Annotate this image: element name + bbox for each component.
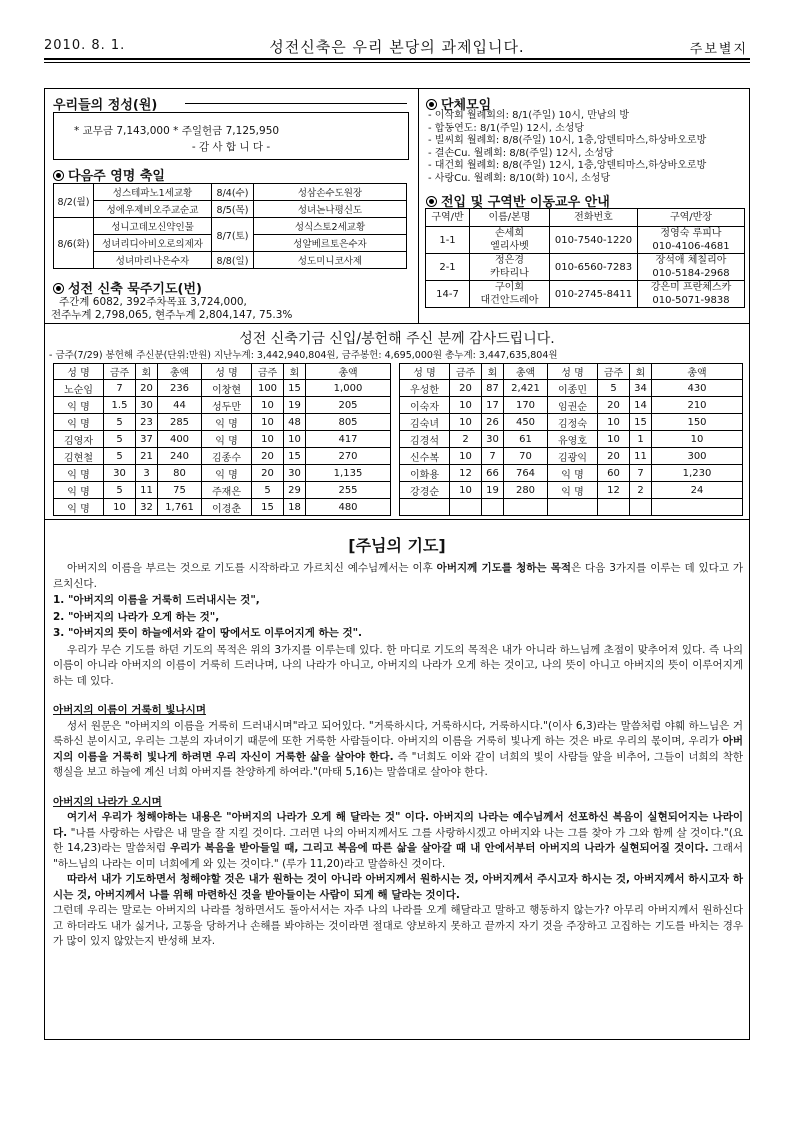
feast-table (53, 183, 407, 269)
page-header (44, 36, 750, 60)
table-row: 성에우제비오주교순교 8/5(목) 성녀논나평신도 (54, 201, 407, 218)
table-row: 익 명 5 11 75 주재은 5 29 255 (54, 482, 391, 499)
groups-title: 단체모임 (426, 94, 491, 113)
table-row: 김경석 2 30 61 유영호 10 1 10 (400, 431, 743, 448)
table-row: 강경순 10 19 280 익 명 12 2 24 (400, 482, 743, 499)
table-header-row: 성 명 금주 회 총액 성 명 금주 회 총액 (400, 364, 743, 380)
prayer-point-2: 2. "아버지의 나라가 오게 하는 것", (53, 610, 220, 623)
rosary-line: 주간계 6082, 392주차목표 3,724,000, (59, 296, 247, 308)
list-item: - 사랑Cu. 월례회: 8/10(화) 10시, 소성당 (428, 172, 611, 184)
fund-summary: - 금주(7/29) 봉헌해 주신분(단위:만원) 지난누계: 3,442,940,804원, 금주봉헌: 4,695,000원 총누계: 3,447,635,804원 (49, 350, 558, 361)
table-row: 김숙녀 10 26 450 김정숙 10 15 150 (400, 414, 743, 431)
circle-bullet-icon (426, 196, 437, 207)
table-row: 8/2(월) 성스테파노1세교황 8/4(수) 성삼손수도원장 (54, 184, 407, 201)
bulletin-tag: 주보별지 (689, 42, 748, 57)
prayer-point-3: 3. "아버지의 뜻이 하늘에서와 같이 땅에서도 이루어지게 하는 것". (53, 627, 363, 639)
table-row: 14-7 구이회 대건안드레아 010-2745-8411 강은미 프란체스카 010-5071-9838 (426, 281, 745, 308)
table-row: 우성한 20 87 2,421 이종민 5 34 430 (400, 380, 743, 397)
circle-bullet-icon (53, 170, 64, 181)
table-row: 1-1 손세희 엘리사벳 010-7540-1220 정영숙 루피나 010-4106-4681 (426, 227, 745, 254)
table-row: 2-1 정은경 카타리나 010-6560-7283 장석애 체칠리아 010-5184-2968 (426, 254, 745, 281)
table-row: 김현철 5 21 240 김종수 20 15 270 (54, 448, 391, 465)
prayer-body (53, 561, 743, 950)
list-item: - 합동연도: 8/1(주일) 12시, 소성당 (428, 122, 585, 134)
list-item: - 빌씨회 월례회: 8/8(주일) 10시, 1층,앙덴티마스,하상바오로방 (428, 135, 707, 146)
prayer-intro: 아버지의 이름을 부르는 것으로 기도를 시작하라고 가르치신 예수님께서는 이후 아버지께 기도를 청하는 목적은 다음 3가지를 이루는 데 있다고 가르치신다. (53, 562, 743, 590)
table-header-row: 성 명 금주 회 총액 성 명 금주 회 총액 (54, 364, 391, 380)
fund-section-divider (45, 519, 749, 520)
rosary-total: 전주누계 2,798,065, 현주누계 2,804,147, 75.3% (51, 309, 293, 321)
table-row: 익 명 10 32 1,761 이경춘 15 18 480 (54, 499, 391, 516)
table-row: 신수복 10 7 70 김광익 20 11 300 (400, 448, 743, 465)
offering-title: 우리들의 정성(원) (53, 98, 158, 113)
table-row: 익 명 5 23 285 익 명 10 48 805 (54, 414, 391, 431)
prayer-paragraph: 여기서 우리가 청해야하는 내용은 "아버지의 나라가 오게 해 달라는 것" 이다. 아버지의 나라는 예수님께서 선포하신 복음이 실현되어지는 나라이다. "나를 사랑하는 사람은 내 말을 잘 지킬 것이다. 그러면 나의 아버지께서도 그를 사랑하시겠고 아버지와 나는 그를 찾아 가 그와 함께 살 것이다."(요한 14,23)라는 말씀처럼 우리가 복음을 받아들일 때, 그리고 복음에 따른 삶을 살아갈 때 내 안에서부터 아버지의 나라가 실현되어질 것이다. 그래서 "하느님의 나라는 이미 너희에게 와 있는 것이다." (루가 11,20)라고 말씀하신 것이다. (53, 811, 743, 870)
table-row (400, 499, 743, 516)
top-section-divider (45, 323, 749, 324)
groups-list (428, 110, 706, 185)
offering-box (53, 112, 409, 160)
offering-line: * 교무금 7,143,000 * 주일헌금 7,125,950 (74, 125, 280, 137)
page-title: 성전신축은 우리 본당의 과제입니다. (269, 38, 525, 56)
prayer-paragraph: 우리가 무슨 기도를 하던 기도의 목적은 위의 3가지를 이루는데 있다. 한 마디로 기도의 목적은 내가 아니라 하느님께 초점이 맞추어져 있다. 즉 나의 이름이 아니라 아버지의 이름이 거룩히 드러나며, 나의 나라가 아니고, 아버지의 나라가 오게 하는 것이고, 나의 뜻이 아니고 아버지의 뜻이 이루어지게 하는 데 있다. (53, 643, 743, 687)
prayer-title: [주님의 기도] (348, 536, 446, 555)
fund-title: 성전 신축기금 신입/봉헌해 주신 분께 감사드립니다. (239, 331, 555, 347)
table-row: 이숙자 10 17 170 임권순 20 14 210 (400, 397, 743, 414)
list-item: - 결손Cu. 월례회: 8/8(주일) 12시, 소성당 (428, 147, 614, 159)
circle-bullet-icon (426, 99, 437, 110)
donor-table-left (53, 363, 391, 516)
prayer-subheading: 아버지의 이름이 거룩히 빛나시며 (53, 704, 206, 716)
issue-date: 2010. 8. 1. (44, 38, 126, 53)
table-row: 성녀리디아비오로의제자 성알베르토은수자 (54, 235, 407, 252)
prayer-point-1: 1. "아버지의 이름을 거룩히 드러내시는 것", (53, 594, 260, 606)
table-row: 8/6(화) 성니고데모신약인물 8/7(토) 성식스토2세교황 (54, 218, 407, 235)
prayer-paragraph: 그런데 우리는 말로는 아버지의 나라를 청하면서도 돌아서서는 자주 나의 나라를 오게 해달라고 말하고 행동하지 않는가? 아무리 아버지께서 원하신다고 하더라도 내가 싫거나, 고통을 당하거나 손해를 봐야하는 것이라면 절대로 양보하지 못하고 끝까지 자기 것을 주장하고 고집하는 기도를 바치는 경우가 많이 있지 않았는지 반성해 보자. (53, 904, 743, 947)
list-item: - 대건회 월례회: 8/8(주일) 12시, 1층,앙덴티마스,하상바오로방 (428, 160, 707, 171)
header-rule-thin (44, 62, 750, 63)
transfer-table (425, 208, 745, 308)
table-header-row: 구역/반 이름/본명 전화번호 구역/반장 (426, 209, 745, 227)
header-rule (44, 58, 750, 60)
column-divider (418, 89, 419, 323)
list-item: - 이삭회 월례회의: 8/1(주일) 10시, 만남의 방 (428, 110, 630, 121)
donor-table-right (399, 363, 743, 516)
rosary-title: 성전 신축 묵주기도(번) (53, 278, 202, 297)
offering-thanks: - 감 사 합 니 다 - (191, 141, 271, 153)
table-row: 익 명 1.5 30 44 성두만 10 19 205 (54, 397, 391, 414)
content-frame (44, 88, 750, 1040)
table-row: 성녀마리나은수자 8/8(일) 성도미니코사제 (54, 252, 407, 269)
offering-title-rule (185, 103, 407, 104)
prayer-paragraph: 따라서 내가 기도하면서 청해야할 것은 내가 원하는 것이 아니라 아버지께서 원하시는 것, 아버지께서 주시고자 하시는 것, 아버지께서 하시고자 하시는 것, 아버지께서 나를 위해 마련하신 것을 받아들이는 사람이 되게 해 달라는 것이다. (53, 873, 743, 901)
prayer-paragraph: 성서 원문은 "아버지의 이름을 거룩히 드러내시며"라고 되어있다. "거룩하시다, 거룩하시다, 거룩하시다."(이사 6,3)라는 말씀처럼 야훼 하느님은 거룩하신 분이시고, 우리는 그분의 자녀이기 때문에 또한 거룩한 사람들이다. 아버지의 이름을 거룩히 빛나게 하는 것은 바로 우리의 몫이며, 우리가 아버지의 이름을 거룩히 빛나게 하려면 우리 자신이 거룩한 삶을 살아야 한다. 즉 "너희도 이와 같이 너희의 빛이 사람들 앞을 비추어, 그들이 너희의 착한 행실을 보고 하늘에 계신 너희 아버지를 찬양하게 하여라."(마태 5,16)는 말씀대로 살아야 한다. (53, 719, 743, 778)
table-row: 김영자 5 37 400 익 명 10 10 417 (54, 431, 391, 448)
table-row: 이화용 12 66 764 익 명 60 7 1,230 (400, 465, 743, 482)
transfer-title: 전입 및 구역반 이동교우 안내 (426, 191, 610, 210)
prayer-subheading: 아버지의 나라가 오시며 (53, 795, 162, 808)
feast-title: 다음주 영명 축일 (53, 165, 165, 184)
circle-bullet-icon (53, 283, 64, 294)
table-row: 노순임 7 20 236 이창현 100 15 1,000 (54, 380, 391, 397)
table-row: 익 명 30 3 80 익 명 20 30 1,135 (54, 465, 391, 482)
